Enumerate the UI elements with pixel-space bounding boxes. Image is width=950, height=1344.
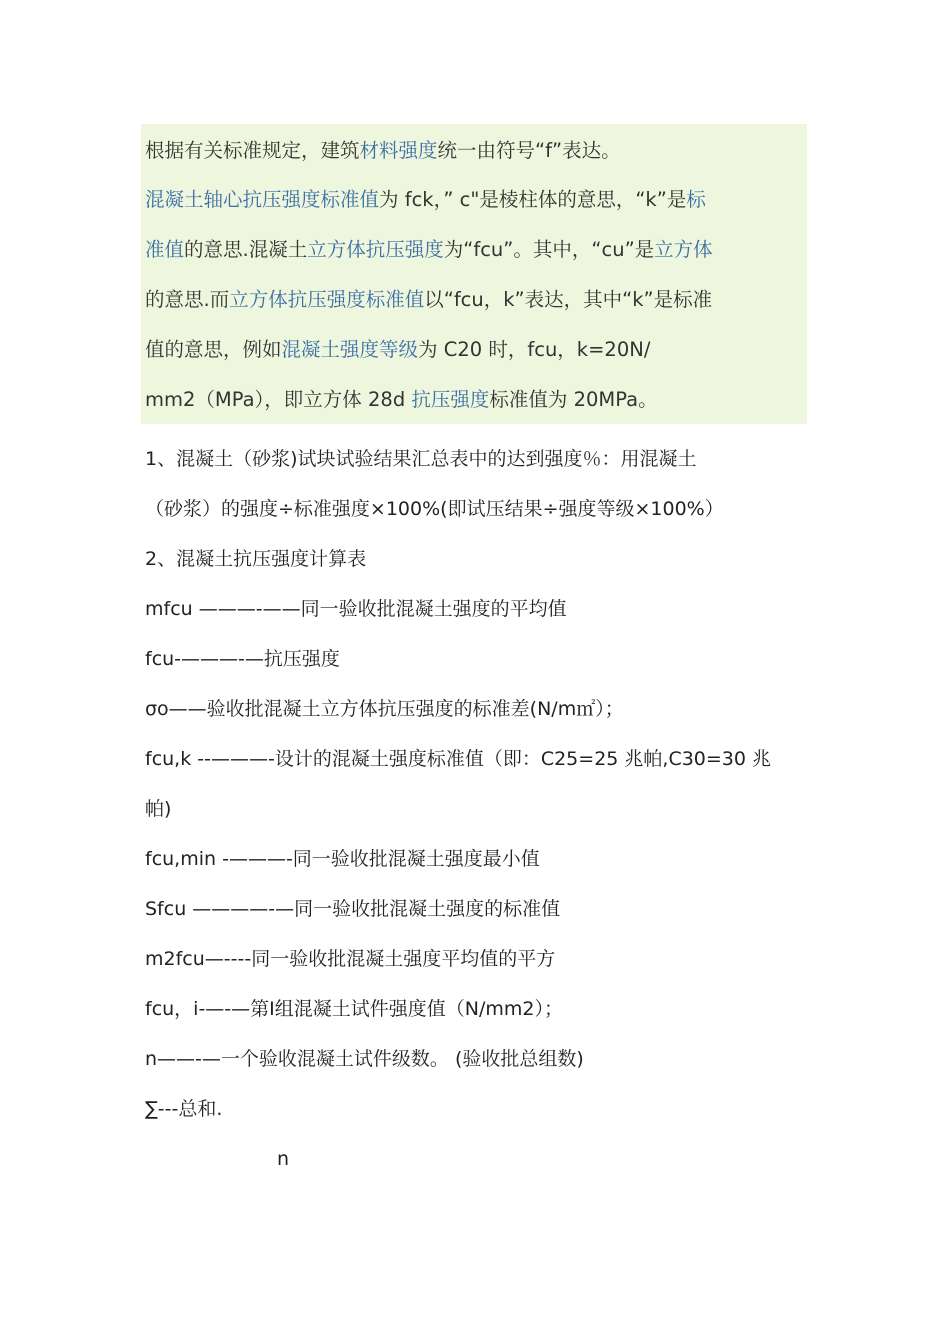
definition-fcuk-cont: 帕) (145, 798, 172, 820)
definition-fcumin: fcu,min -———-同一验收批混凝土强度最小值 (145, 848, 540, 870)
text: 为 C20 时，fcu，k=20N/ (418, 338, 651, 361)
definition-m2fcu: m2fcu—----同一验收批混凝土强度平均值的平方 (145, 948, 556, 970)
link-cube-compressive-strength[interactable]: 立方体抗压强度 (307, 238, 444, 261)
text: 的意思.而 (145, 288, 230, 311)
highlighted-excerpt (141, 124, 807, 424)
definition-fcu: fcu-———-—抗压强度 (145, 648, 340, 670)
definition-n: n——-—一个验收混凝土试件级数。 (验收批总组数) (145, 1048, 584, 1070)
definition-sigma: σo——验收批混凝土立方体抗压强度的标准差(N/m㎡）； (145, 698, 624, 720)
text: 为 fck，” c"是棱柱体的意思，“k”是 (379, 188, 687, 211)
link-concrete-grade[interactable]: 混凝土强度等级 (281, 338, 419, 361)
section-heading-2: 2、混凝土抗压强度计算表 (145, 548, 367, 570)
link-cube-strength-standard[interactable]: 立方体抗压强度标准值 (229, 288, 425, 311)
definition-mfcu: mfcu ———-——同一验收批混凝土强度的平均值 (145, 598, 567, 620)
link-standard-value-part2[interactable]: 准值 (145, 238, 185, 261)
excerpt-line-4 (145, 285, 712, 315)
paragraph-1: 1、混凝土（砂浆)试块试验结果汇总表中的达到强度％：用混凝土 (145, 448, 697, 470)
link-axial-strength-standard[interactable]: 混凝土轴心抗压强度标准值 (145, 188, 380, 211)
text: 值的意思，例如 (145, 338, 282, 361)
excerpt-line-2 (145, 185, 706, 215)
excerpt-line-1 (145, 136, 621, 166)
definition-fcui: fcu，i-—-—第Ⅰ组混凝土试件强度值（N/mm2）； (145, 998, 563, 1020)
text: mm2（MPa），即立方体 28d (145, 388, 412, 411)
link-standard-value-part1[interactable]: 标 (686, 188, 706, 211)
link-compressive-strength[interactable]: 抗压强度 (411, 388, 490, 411)
formula-n: n (277, 1148, 290, 1170)
text: 标准值为 20MPa。 (489, 388, 658, 411)
link-material-strength[interactable]: 材料强度 (359, 139, 438, 162)
definition-sfcu: Sfcu ————-—同一验收批混凝土强度的标准值 (145, 898, 561, 920)
definition-sum: ∑---总和. (145, 1098, 223, 1120)
text: 为“fcu”。其中，“cu”是 (443, 238, 655, 261)
text: 统一由符号“f”表达。 (437, 139, 621, 162)
definition-fcuk: fcu,k --———-设计的混凝土强度标准值（即：C25=25 兆帕,C30=30 兆 (145, 748, 772, 770)
paragraph-1-cont: （砂浆）的强度÷标准强度×100%(即试压结果÷强度等级×100%） (145, 498, 724, 520)
text: 的意思.混凝土 (184, 238, 308, 261)
excerpt-line-5 (145, 335, 650, 365)
text: 以“fcu，k”表达，其中“k”是标准 (424, 288, 713, 311)
link-cube[interactable]: 立方体 (654, 238, 713, 261)
excerpt-line-3 (145, 235, 713, 265)
excerpt-line-6 (145, 385, 658, 415)
text: 根据有关标准规定，建筑 (145, 139, 360, 162)
